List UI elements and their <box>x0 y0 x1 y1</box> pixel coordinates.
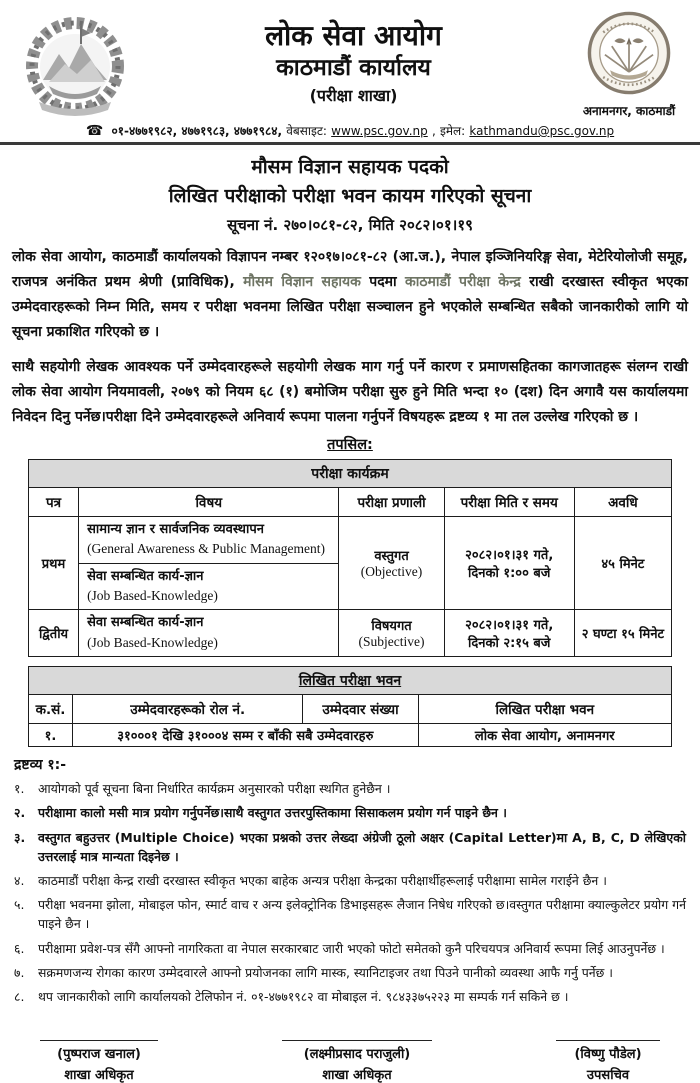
schedule-header-row <box>29 487 672 516</box>
notice-title <box>12 153 688 212</box>
subject-a <box>79 517 338 564</box>
venue-row <box>29 724 672 747</box>
col-paper: पत्र <box>29 487 79 516</box>
date-second-line1: २०८२।०१।३१ गते, <box>465 618 554 634</box>
note-item-2 <box>14 803 686 822</box>
duration-first: ४५ मिनेट <box>574 516 671 610</box>
p1-center-highlight: काठमाडौं परीक्षा केन्द्र <box>405 273 521 290</box>
note-num: ६. <box>14 940 25 956</box>
signature-line <box>556 1040 660 1041</box>
venue-band-title: लिखित परीक्षा भवन <box>29 667 672 695</box>
email-label: इमेल: <box>439 124 466 138</box>
office-location: अनामनगर, काठमाडौं <box>582 104 676 118</box>
subject-b-np: सेवा सम्बन्धित कार्य-ज्ञान <box>87 568 204 584</box>
signer-title: शाखा अधिकृत <box>64 1068 134 1083</box>
branch-name: (परीक्षा शाखा) <box>309 86 398 106</box>
note-item-1 <box>14 779 686 798</box>
telephone-icon: ☎ <box>85 123 104 139</box>
paragraph-2: साथै सहयोगी लेखक आवश्यक पर्ने उम्मेदवारहरूले सहयोगी लेखक माग गर्नु पर्ने कारण र प्रमाणसहितका कागजातहरू संलग्न राखी लोक सेवा आयोग नियमावली, २०७९ को नियम ६८ (१) बमोजिम परीक्षा सुरु हुने मिति भन्दा १० (दश) दिन अगावै यस कार्यालयमा निवेदन दिनु पर्नेछ।परीक्षा दिने उम्मेदवारहरूले अनिवार्य रूपमा पालना गर्नुपर्ने विषयहरू द्रष्टव्य १ मा तल उल्लेख गरिएको छ । <box>12 358 688 425</box>
nepal-emblem-logo <box>12 10 137 118</box>
note-item-5 <box>14 895 686 933</box>
signer-title: उपसचिव <box>586 1068 630 1083</box>
p1-text-3: राखी दरखास्त स्वीकृत भएका उम्मेदवारहरूको निम्न मिति, समय र परीक्षा भवनमा लिखित परीक्षा सञ्चालन हुने भएकोले सम्बन्धित सबैको जानकारीको लागि यो सूचना प्रकाशित गरिएको छ । <box>12 273 688 340</box>
schedule-row-second <box>29 610 672 657</box>
signature-line <box>282 1040 432 1041</box>
header-titles <box>137 10 570 108</box>
contact-separator: , <box>431 124 436 138</box>
note-item-4 <box>14 871 686 890</box>
website-label: वेबसाइट: <box>286 124 327 138</box>
subject-second-np: सेवा सम्बन्धित कार्य-ज्ञान <box>87 615 204 631</box>
note-num: ३. <box>14 829 26 845</box>
header-divider <box>0 142 700 145</box>
schedule-band-title: परीक्षा कार्यक्रम <box>29 459 672 487</box>
org-name: लोक सेवा आयोग <box>265 19 442 52</box>
notes-section <box>14 755 686 1006</box>
signer-title: शाखा अधिकृत <box>322 1068 392 1083</box>
note-text: वस्तुगत बहुउत्तर (Multiple Choice) भएका प्रश्नको उत्तर लेख्दा अंग्रेजी ठूलो अक्षर (Capital Letter)मा A, B, C, D लेखिएको उत्तरलाई मात्र मान्यता दिइनेछ । <box>38 829 686 864</box>
paper-first: प्रथम <box>29 516 79 610</box>
p1-text-2: पदमा <box>360 273 406 290</box>
notes-heading: द्रष्टव्य १:- <box>14 757 67 774</box>
psc-seal-block <box>570 10 688 119</box>
note-text: थप जानकारीको लागि कार्यालयको टेलिफोन नं. ०१-४७७१९८२ वा मोबाइल नं. ९८४३३७५२२३ मा सम्पर्क गर्न सकिने छ । <box>38 989 569 1005</box>
notice-meta: सूचना नं. २७०।०८१-८२, मिति २०८२।०१।१९ <box>227 215 473 234</box>
note-num: ८. <box>14 989 25 1005</box>
note-num: ७. <box>14 964 25 980</box>
duration-second: २ घण्टा १५ मिनेट <box>574 610 671 657</box>
p1-post-highlight: मौसम विज्ञान सहायक <box>243 273 361 290</box>
subject-cell-first <box>79 516 339 610</box>
col-subject: विषय <box>79 487 339 516</box>
email-address: kathmandu@psc.gov.np <box>469 124 615 138</box>
system-second <box>339 610 444 657</box>
subject-cell-second <box>79 610 339 657</box>
venue-row-venue: लोक सेवा आयोग, अनामनगर <box>418 724 671 747</box>
notice-title-line1: मौसम विज्ञान सहायक पदको <box>251 156 449 178</box>
document-header <box>12 10 688 119</box>
date-first-line1: २०८२।०१।३१ गते, <box>465 548 554 564</box>
exam-venue-table <box>28 666 672 747</box>
venue-row-roll-range: ३१०००१ देखि ३१०००४ सम्म र बाँकी सबै उम्मेदवारहरु <box>73 724 418 747</box>
signature-left <box>40 1040 158 1083</box>
phone-numbers: ०१-४७७१९८२, ४७७१९८३, ४७७१९८४, <box>111 124 283 138</box>
note-text: काठमाडौं परीक्षा केन्द्र राखी दरखास्त स्वीकृत भएका बाहेक अन्यत्र परीक्षा केन्द्रका परीक्षार्थीहरूलाई परीक्षामा सामेल गराईने छैन । <box>38 873 607 888</box>
date-second-line2: दिनको २:१५ बजे <box>467 636 551 652</box>
col-duration: अवधि <box>574 487 671 516</box>
venue-row-sn: १. <box>29 724 73 747</box>
col-system: परीक्षा प्रणाली <box>339 487 444 516</box>
subject-a-en: (General Awareness & Public Management) <box>87 541 325 557</box>
col-venue: लिखित परीक्षा भवन <box>418 695 671 724</box>
col-candidate-count: उम्मेदवार संख्या <box>303 695 418 724</box>
office-name: काठमाडौं कार्यालय <box>276 55 431 81</box>
note-num: ४. <box>14 873 25 888</box>
paper-second: द्वितीय <box>29 610 79 657</box>
subject-b <box>79 564 338 610</box>
p1-text: लोक सेवा आयोग, काठमाडौं कार्यालयको विज्ञापन नम्बर १२०१७।०८१-८२ (आ.ज.), नेपाल इञ्जिनियरिङ्ग सेवा, मेटेरियोलोजी समूह, राजपत्र अनंकित प्रथम श्रेणी (प्राविधिक), <box>12 248 688 290</box>
note-text: परीक्षा भवनमा झोला, मोबाइल फोन, स्मार्ट वाच र अन्य इलेक्ट्रोनिक डिभाइसहरू लैजान निषेध गरिएको छ।वस्तुगत परीक्षामा क्याल्कुलेटर प्रयोग गर्न पाइने छैन । <box>38 897 686 932</box>
system-second-en: (Subjective) <box>358 634 425 650</box>
system-first <box>339 516 444 610</box>
contact-line <box>12 122 688 139</box>
subject-a-np: सामान्य ज्ञान र सार्वजनिक व्यवस्थापन <box>87 521 264 537</box>
table-gap <box>12 657 688 666</box>
signature-row <box>40 1040 660 1083</box>
note-num: १. <box>14 781 25 797</box>
subject-b-en: (Job Based-Knowledge) <box>87 588 218 604</box>
notice-title-line2: लिखित परीक्षाको परीक्षा भवन कायम गरिएको सूचना <box>168 185 532 208</box>
col-datetime: परीक्षा मिति र समय <box>444 487 574 516</box>
subject-second <box>79 610 338 656</box>
note-num: २. <box>14 805 26 821</box>
system-second-np: विषयगत <box>371 619 412 635</box>
signature-center <box>282 1040 432 1083</box>
signer-name: (विष्णु पौडेल) <box>574 1047 642 1063</box>
note-text: परीक्षामा प्रवेश-पत्र सँगै आफ्नो नागरिकता वा नेपाल सरकारबाट जारी भएको फोटो समेतको कुनै परिचयपत्र अनिवार्य रूपमा लिई आउनुपर्नेछ । <box>38 940 665 956</box>
note-text: परीक्षामा कालो मसी मात्र प्रयोग गर्नुपर्नेछ।साथै वस्तुगत उत्तरपुस्तिकामा सिसाकलम प्रयोग गर्न पाइने छैन । <box>38 805 507 821</box>
website-url: www.psc.gov.np <box>331 124 428 138</box>
tapasil-heading: तपसिल: <box>327 436 373 453</box>
note-text: सक्रमणजन्य रोगका कारण उम्मेदवारले आफ्नो प्रयोजनका लागि मास्क, स्यानिटाइजर तथा पिउने पानीको व्यवस्था आफै गर्नु पर्नेछ । <box>38 964 613 980</box>
date-first-line2: दिनको १:०० बजे <box>467 566 551 582</box>
system-first-en: (Objective) <box>360 564 423 580</box>
system-first-np: वस्तुगत <box>374 549 409 565</box>
signature-line <box>40 1040 158 1041</box>
note-item-3 <box>14 828 686 866</box>
datetime-second <box>444 610 574 657</box>
subject-second-en: (Job Based-Knowledge) <box>87 634 218 650</box>
venue-header-row <box>29 695 672 724</box>
note-item-7 <box>14 963 686 982</box>
note-item-8 <box>14 987 686 1006</box>
note-item-6 <box>14 939 686 958</box>
schedule-row-first <box>29 516 672 610</box>
signer-name: (पुष्पराज खनाल) <box>57 1047 141 1063</box>
note-num: ५. <box>14 897 25 913</box>
col-sn: क.सं. <box>29 695 73 724</box>
paragraph-1 <box>12 245 688 345</box>
exam-schedule-table <box>28 459 672 657</box>
note-text: आयोगको पूर्व सूचना बिना निर्धारित कार्यक्रम अनुसारको परीक्षा स्थगित हुनेछैन । <box>38 781 391 797</box>
datetime-first <box>444 516 574 610</box>
signature-right <box>556 1040 660 1083</box>
psc-seal-logo <box>586 10 672 96</box>
col-roll-range: उम्मेदवारहरूको रोल नं. <box>73 695 303 724</box>
signer-name: (लक्ष्मीप्रसाद पराजुली) <box>303 1047 411 1063</box>
